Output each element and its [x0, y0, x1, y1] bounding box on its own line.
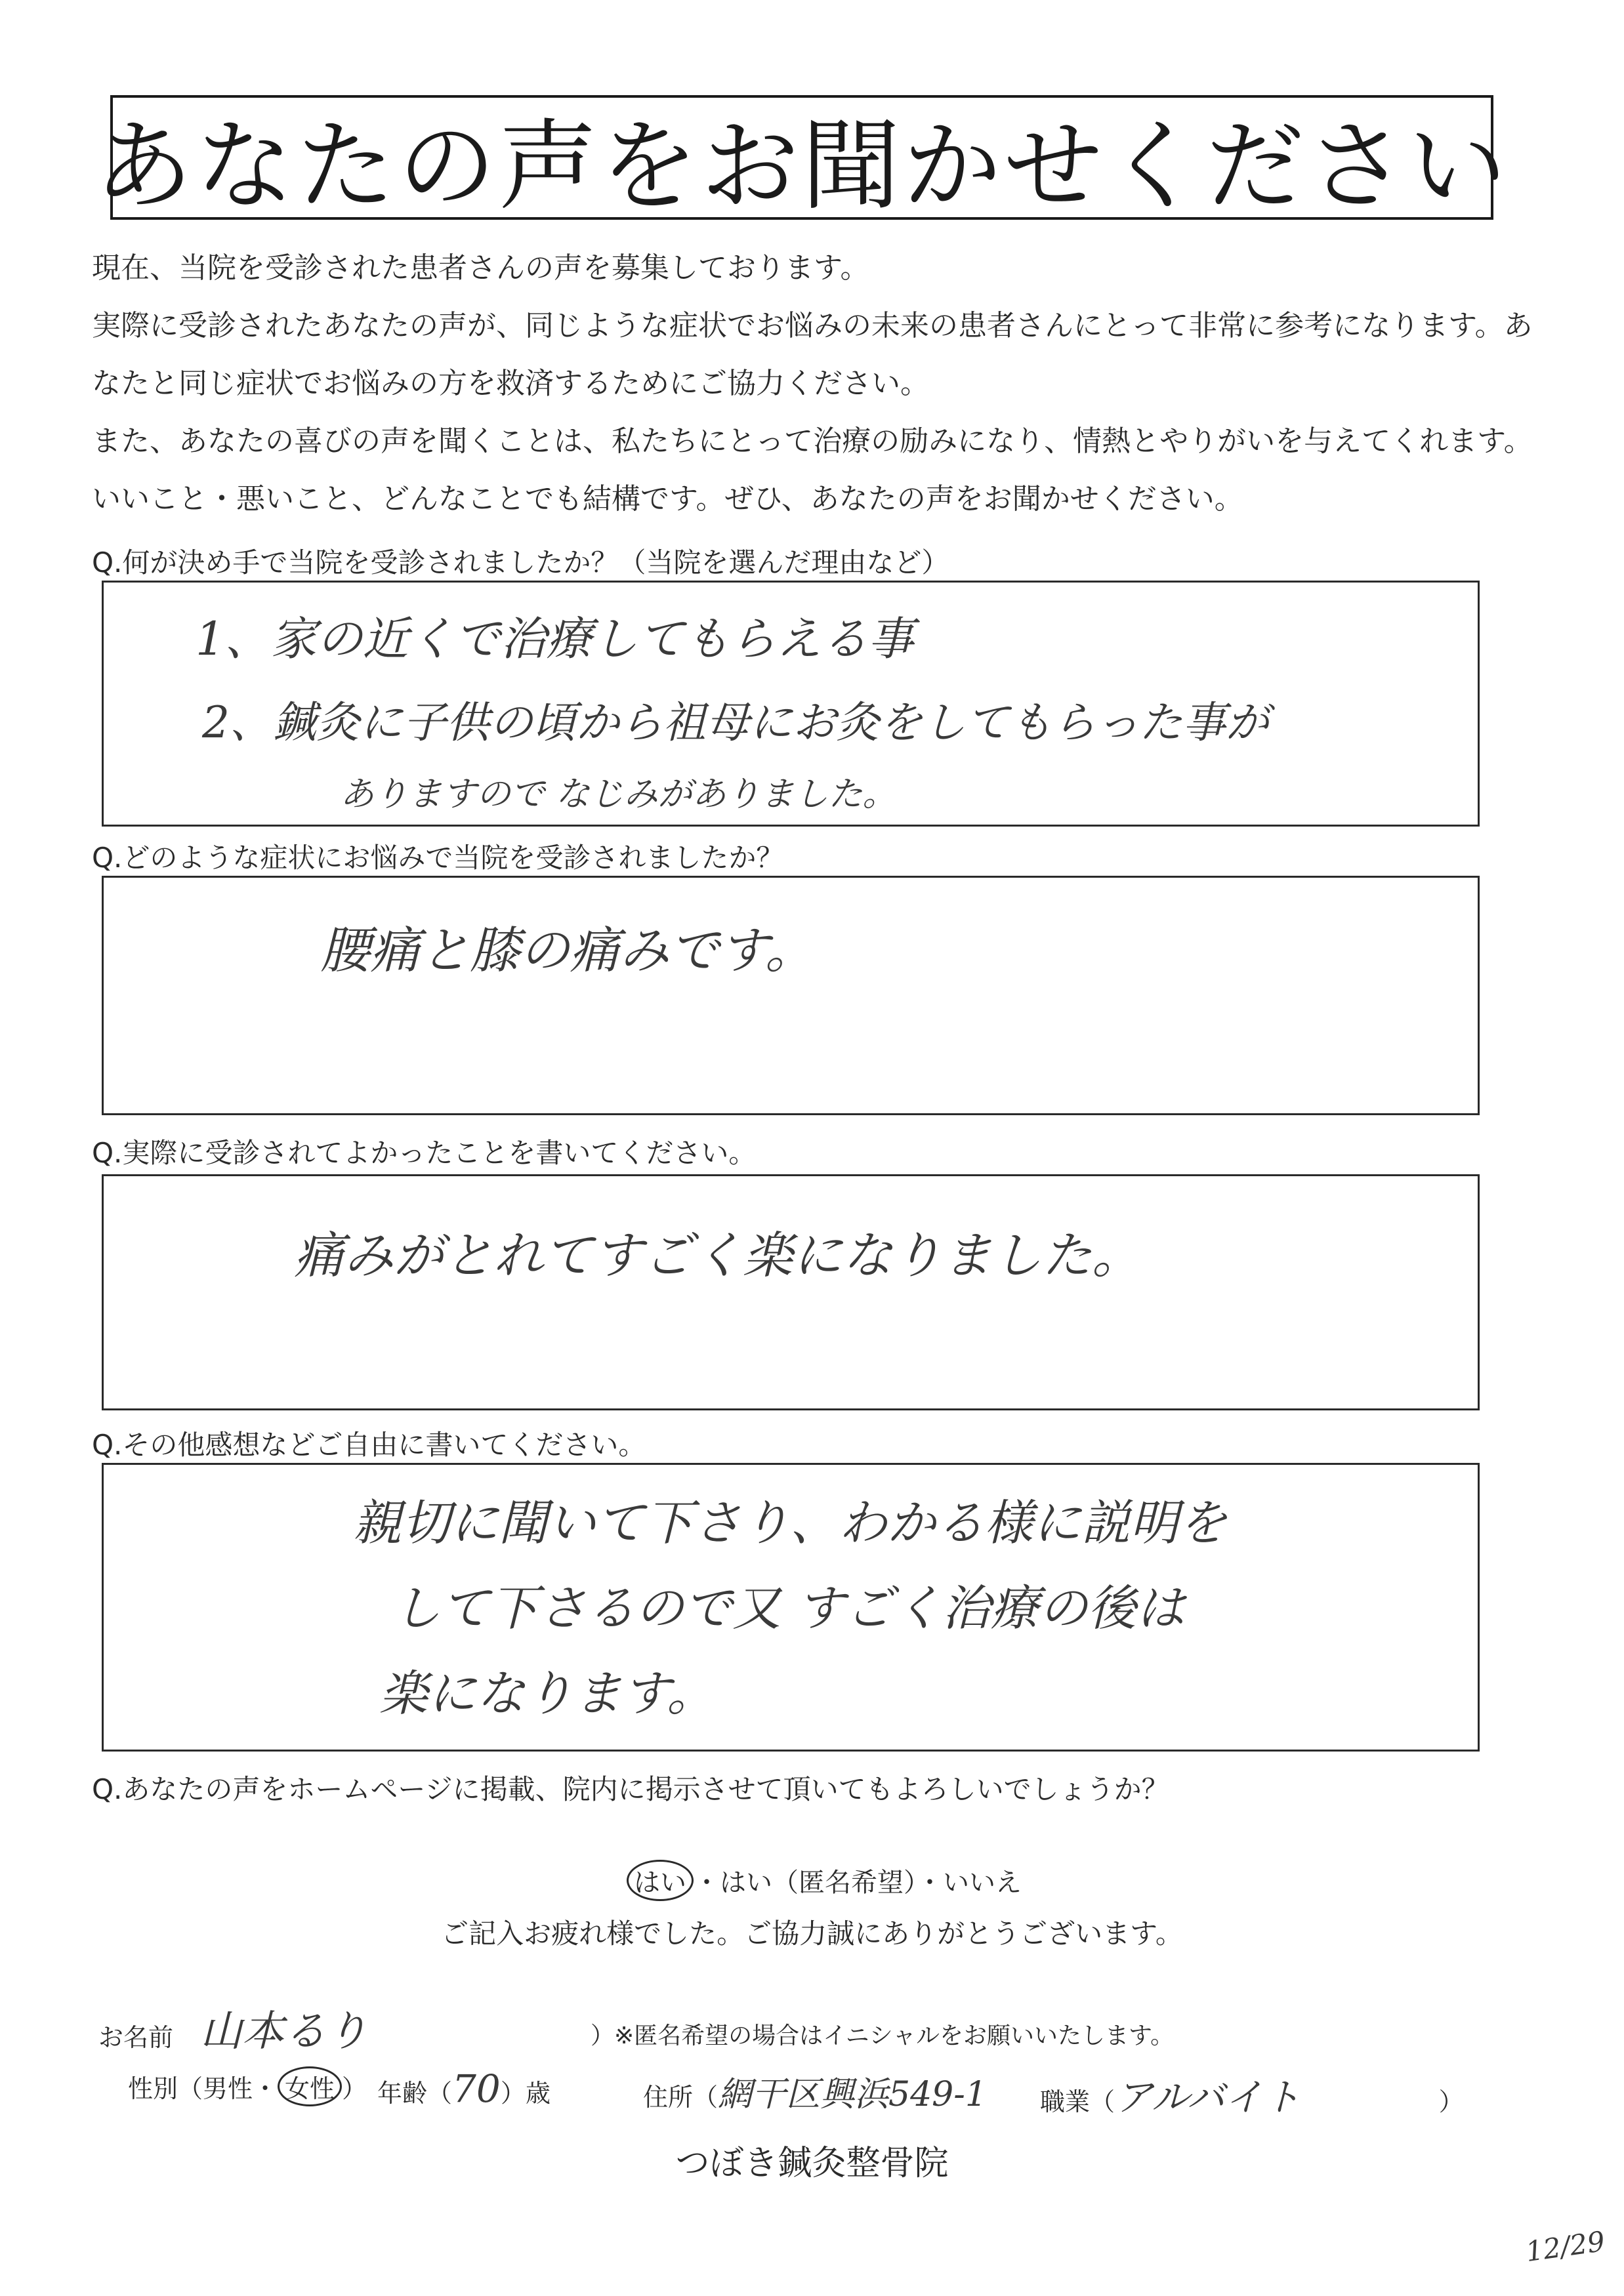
answer-line: 2、鍼灸に子供の頃から祖母にお灸をしてもらった事が: [202, 697, 1269, 748]
intro-line: 現在、当院を受診された患者さんの声を募集しております。: [92, 251, 869, 285]
question-3-label: Q.実際に受診されてよかったことを書いてください。: [92, 1137, 757, 1169]
name-label: お名前: [98, 2023, 174, 2052]
answer-line: して下さるので又 すごく治療の後は: [392, 1580, 1185, 1637]
answer-line: 腰痛と膝の痛みです。: [320, 921, 815, 979]
age-label: 年齢（: [377, 2079, 453, 2108]
address-label: 住所（: [643, 2083, 718, 2112]
question-1-answer-box: [102, 581, 1480, 827]
intro-text: [92, 239, 1549, 528]
page-mark: 12/29: [1524, 2224, 1607, 2268]
age-value: 70: [452, 2066, 501, 2111]
job-field: [1040, 2066, 1464, 2122]
question-4-label: Q.その他感想などご自由に書いてください。: [92, 1429, 646, 1461]
address-field: [643, 2066, 987, 2116]
question-1-label: Q.何が決め手で当院を受診されましたか？（当院を選んだ理由など）: [92, 546, 949, 579]
intro-line: なたと同じ症状でお悩みの方を救済するためにご協力ください。: [92, 367, 929, 400]
answer-line: ありますので なじみがありました。: [340, 775, 897, 814]
consent-other-options[interactable]: ・はい（匿名希望）・いいえ: [694, 1868, 1022, 1898]
clinic-name: つぼき鍼灸整骨院: [675, 2144, 949, 2183]
address-value: 網干区興浜549-1: [718, 2075, 987, 2114]
answer-line: 痛みがとれてすごく楽になりました。: [294, 1226, 1142, 1284]
title-box: [94, 95, 1510, 224]
intro-line: また、あなたの喜びの声を聞くことは、私たちにとって治療の励みになり、情熱とやりがいを与えてくれます。: [92, 424, 1533, 458]
consent-options: [627, 1860, 1022, 1901]
answer-line: 1、家の近くで治療してもらえる事: [196, 612, 914, 666]
answer-line: 楽になります。: [379, 1666, 716, 1722]
consent-label: Q.あなたの声をホームページに掲載、院内に掲示させて頂いてもよろしいでしょうか？: [92, 1773, 1169, 1805]
answer-line: 親切に聞いて下さり、わかる様に説明を: [353, 1495, 1227, 1551]
gender-label: 性別（男性・: [128, 2074, 278, 2103]
thanks-message: ご記入お疲れ様でした。ご協力誠にありがとうございます。: [441, 1917, 1183, 1950]
question-2-answer-box: [102, 876, 1480, 1115]
job-label: 職業（: [1040, 2087, 1115, 2116]
consent-yes-selected[interactable]: はい: [627, 1860, 694, 1901]
name-value: 山本るり: [200, 2007, 368, 2056]
intro-line: いいこと・悪いこと、どんなことでも結構です。ぜひ、あなたの声をお聞かせください。: [92, 482, 1243, 516]
gender-field: [128, 2066, 367, 2106]
question-3-answer-box: [102, 1174, 1480, 1410]
intro-line: 実際に受診されたあなたの声が、同じような症状でお悩みの未来の患者さんにとって非常に参考になります。あ: [92, 309, 1533, 342]
question-4-answer-box: [102, 1463, 1480, 1752]
job-value: アルバイト: [1115, 2075, 1301, 2120]
page-title: あなたの声をお聞かせください: [94, 110, 1510, 224]
age-close: ）歳: [500, 2079, 551, 2108]
age-field: [377, 2066, 551, 2111]
name-note: ）※匿名希望の場合はイニシャルをお願いいたします。: [591, 2022, 1175, 2049]
job-close: ）: [1438, 2087, 1464, 2116]
gender-close: ）: [342, 2074, 367, 2103]
gender-selected: 女性: [278, 2066, 342, 2106]
question-2-label: Q.どのような症状にお悩みで当院を受診されましたか？: [92, 842, 784, 874]
